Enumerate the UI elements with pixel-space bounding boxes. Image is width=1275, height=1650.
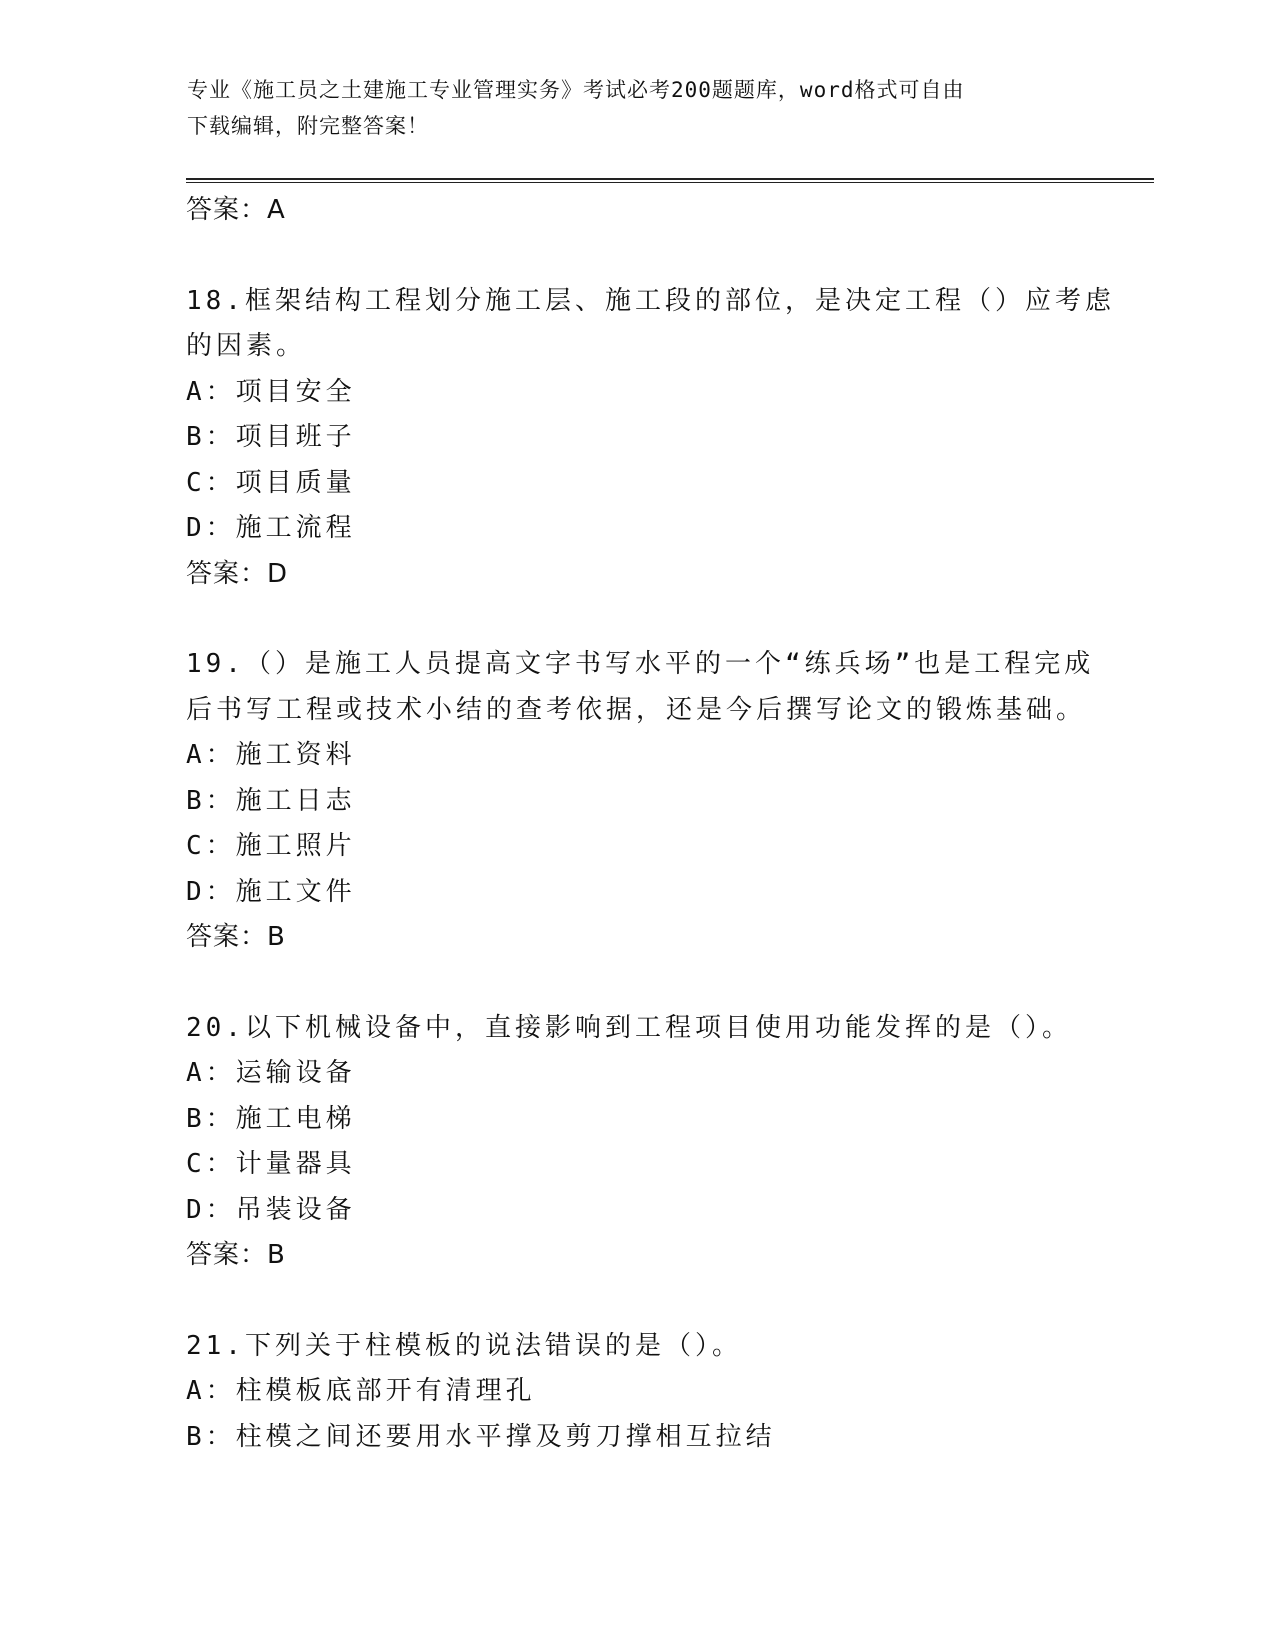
question-text: 后书写工程或技术小结的查考依据，还是今后撰写论文的锻炼基础。 bbox=[186, 694, 1087, 725]
option-a: A：项目安全 bbox=[186, 376, 356, 407]
question-block bbox=[186, 642, 1095, 961]
answer-line: 答案：A bbox=[186, 195, 286, 225]
option-b: B：柱模之间还要用水平撑及剪刀撑相互拉结 bbox=[186, 1421, 776, 1452]
question-text: 的因素。 bbox=[186, 331, 307, 361]
option-b: B：项目班子 bbox=[186, 422, 356, 452]
header-line-2: 下载编辑，附完整答案！ bbox=[187, 114, 429, 138]
document-header bbox=[187, 72, 1067, 144]
question-text: 19.（）是施工人员提高文字书写水平的一个“练兵场”也是工程完成 bbox=[186, 649, 1095, 679]
question-text: 20.以下机械设备中，直接影响到工程项目使用功能发挥的是（）。 bbox=[186, 1012, 1072, 1043]
option-c: C：施工照片 bbox=[186, 831, 356, 861]
option-b: B：施工日志 bbox=[186, 785, 356, 816]
option-b: B：施工电梯 bbox=[186, 1103, 356, 1134]
question-block bbox=[186, 279, 1115, 598]
header-divider bbox=[186, 178, 1154, 183]
option-a: A：柱模板底部开有清理孔 bbox=[186, 1376, 536, 1406]
option-d: D：施工文件 bbox=[186, 876, 356, 907]
question-text: 21.下列关于柱模板的说法错误的是（）。 bbox=[186, 1330, 742, 1361]
question-list bbox=[186, 188, 1115, 1460]
question-block bbox=[186, 1324, 1086, 1461]
option-c: C：计量器具 bbox=[186, 1149, 356, 1179]
header-line-1: 专业《施工员之土建施工专业管理实务》考试必考200题题库，word格式可自由 bbox=[187, 78, 965, 102]
answer-line: 答案：B bbox=[186, 922, 286, 952]
answer-line: 答案：D bbox=[186, 558, 289, 589]
option-a: A：运输设备 bbox=[186, 1058, 356, 1088]
option-a: A：施工资料 bbox=[186, 740, 356, 770]
option-d: D：吊装设备 bbox=[186, 1194, 356, 1225]
option-d: D：施工流程 bbox=[186, 513, 356, 543]
answer-line: 答案：B bbox=[186, 1240, 286, 1270]
question-block bbox=[186, 1006, 1086, 1279]
option-c: C：项目质量 bbox=[186, 467, 356, 498]
question-text: 18.框架结构工程划分施工层、施工段的部位，是决定工程（）应考虑 bbox=[186, 285, 1115, 316]
